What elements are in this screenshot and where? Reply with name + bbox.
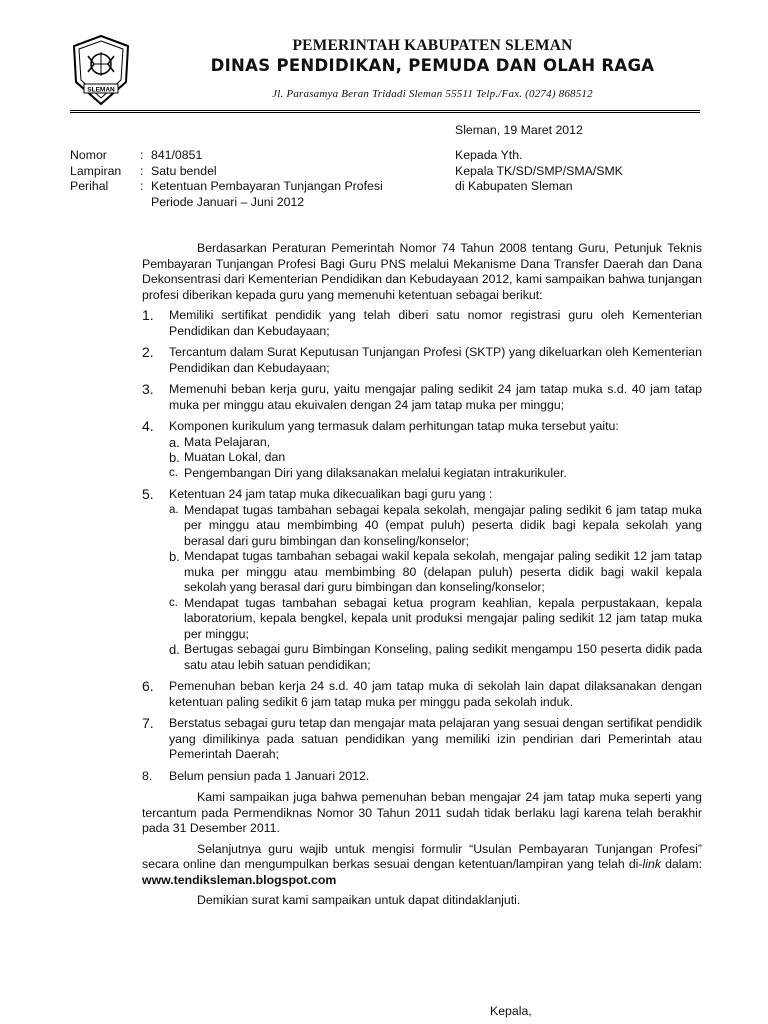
sub-letter: d. [169,642,180,657]
intro-paragraph: Berdasarkan Peraturan Pemerintah Nomor 74 Tahun 2008 tentang Guru, Petunjuk Teknis Pembayaran Tunjangan Profesi Bagi Guru PNS melalui Mekanisme Dana Transfer Daerah dan Dana Dekonsentrasi dari Kementerian Pendidikan dan Kebudayaan 2012, kami sampaikan bahwa tunjangan profesi diberikan kepada guru yang memenuhi ketentuan sebagai berikut: [142,241,702,302]
item-number: 5. [142,486,154,502]
letterhead-government: PEMERINTAH KABUPATEN SLEMAN [292,37,573,54]
list-item [142,419,702,481]
letterhead [70,28,700,113]
sub-text: Mata Pelajaran, [184,434,271,449]
sub-text: Muatan Lokal, dan [184,450,286,464]
sub-item [169,549,702,596]
list-item [142,308,702,339]
item-text: Tercantum dalam Surat Keputusan Tunjangan Profesi (SKTP) yang dikeluarkan oleh Kementerian Pendidikan dan Kebudayaan; [169,345,702,375]
closing-paragraph: Demikian surat kami sampaikan untuk dapat ditindaklanjuti. [197,893,521,907]
sub-text: Bertugas sebagai guru Bimbingan Konseling, paling sedikit mengampu 150 peserta didik pada satu atau lebih satuan pendidikan; [184,642,702,672]
blog-link[interactable]: www.tendiksleman.blogspot.com [142,872,337,887]
meta-value: Ketentuan Pembayaran Tunjangan Profesi Periode Januari – Juni 2012 [151,179,383,209]
logo-text: SLEMAN [87,86,115,94]
paragraph-permendiknas: Kami sampaikan juga bahwa pemenuhan beban mengajar 24 jam tatap muka seperti yang tercantum pada Permendiknas Nomor 30 Tahun 2011 sudah tidak berlaku lagi karena telah berakhir pada 31 Desember 2011. [142,790,702,835]
meta-row: Lampiran : Satu bendel [70,164,391,180]
recipient-line: di Kabupaten Sleman [455,179,573,193]
para-text: dalam: [660,857,702,871]
item-number: 7. [142,715,154,731]
item-text: Komponen kurikulum yang termasuk dalam perhitungan tatap muka tersebut yaitu: [169,419,619,433]
letterhead-address: Jl. Parasamya Beran Tridadi Sleman 55511 Telp./Fax. (0274) 868512 [272,88,593,100]
sub-text: Mendapat tugas tambahan sebagai kepala sekolah, mengajar paling sedikit 6 jam tatap muka per minggu atau membimbing 40 (empat puluh) peserta didik bagi kepala sekolah yang berasal dari guru bimbingan dan konseling/konselor; [184,502,702,548]
item-text: Pemenuhan beban kerja 24 s.d. 40 jam tatap muka di sekolah lain dapat dilaksanakan dengan ketentuan paling sedikit 6 jam tatap muka per minggu pada sekolah induk. [169,679,702,709]
meta-key: Lampiran [70,163,122,178]
item-text: Belum pensiun pada 1 Januari 2012. [169,768,370,783]
meta-value: 841/0851 [151,148,203,162]
meta-value: Satu bendel [151,163,217,178]
sub-text: Pengembangan Diri yang dilaksanakan melalui kegiatan intrakurikuler. [184,465,567,480]
sub-text: Mendapat tugas tambahan sebagai ketua program keahlian, kepala perpustakaan, kepala laboratorium, kepala bengkel, kepala unit produksi mengajar paling sedikit 12 jam tatap muka per minggu; [184,595,702,641]
item-number: 2. [142,344,154,360]
item-text: Memenuhi beban kerja guru, yaitu mengajar paling sedikit 24 jam tatap muka s.d. 40 jam tatap muka per minggu atau ekuivalen dengan 24 jam tatap muka per minggu; [169,382,702,412]
sub-letter: c. [169,596,178,609]
sleman-emblem-icon [70,34,132,106]
link-word: link [642,857,661,871]
list-item [142,679,702,710]
item-number: 8. [142,768,153,783]
list-item [142,769,702,785]
letter-body [142,241,702,909]
meta-row: Nomor : 841/0851 [70,148,391,164]
paragraph-online-form [142,842,702,889]
sub-letter: a. [169,503,179,516]
sub-letter: b. [169,549,180,564]
sub-text: Mendapat tugas tambahan sebagai wakil kepala sekolah, mengajar paling sedikit 12 jam tatap muka per minggu atau membimbing 80 (delapan puluh) peserta didik bagi wakil kepala sekolah yang berasal dari guru bimbingan dan konseling/konselor; [184,549,702,594]
letter-meta [70,148,391,210]
sub-item [169,450,702,466]
requirements-list [142,308,702,784]
item-number: 4. [142,418,154,434]
item-number: 1. [142,307,154,323]
list-item [142,487,702,673]
sub-item [169,435,702,451]
item-text: Memiliki sertifikat pendidik yang telah diberi satu nomor registrasi guru oleh Kementerian Pendidikan dan Kebudayaan; [169,308,702,338]
item-number: 6. [142,678,154,694]
sub-letter: b. [169,450,180,465]
list-item [142,382,702,413]
sub-item [169,642,702,673]
signoff-title: Kepala, [490,1004,532,1018]
recipient-line: Kepala TK/SD/SMP/SMA/SMK [455,163,623,178]
item-text: Ketentuan 24 jam tatap muka dikecualikan bagi guru yang : [169,487,493,501]
sub-item [169,466,702,482]
meta-row: Perihal : Ketentuan Pembayaran Tunjangan Profesi Periode Januari – Juni 2012 [70,179,391,210]
item-number: 3. [142,381,154,397]
recipient-line: Kepada Yth. [455,148,523,162]
sub-letter: a. [169,434,180,450]
sub-item [169,503,702,550]
item-text: Berstatus sebagai guru tetap dan mengajar mata pelajaran yang sesuai dengan sertifikat pendidik yang dimilikinya pada satuan pendidikan yang memiliki izin pendirian dari Pemerintah atau Pemerintah Daerah; [169,716,702,761]
recipient [455,148,623,195]
meta-key: Perihal [70,179,109,193]
letterhead-department: DINAS PENDIDIKAN, PEMUDA DAN OLAH RAGA [210,56,655,75]
letter-date: Sleman, 19 Maret 2012 [455,123,583,137]
sub-item [169,596,702,643]
list-item [142,716,702,763]
meta-key: Nomor [70,148,107,162]
para-text: Selanjutnya guru wajib untuk mengisi formulir “Usulan Pembayaran Tunjangan Profesi” secara online dan mengumpulkan berkas sesuai dengan ketentuan/lampiran yang telah di- [142,841,702,871]
list-item [142,345,702,376]
sub-letter: c. [169,466,178,479]
